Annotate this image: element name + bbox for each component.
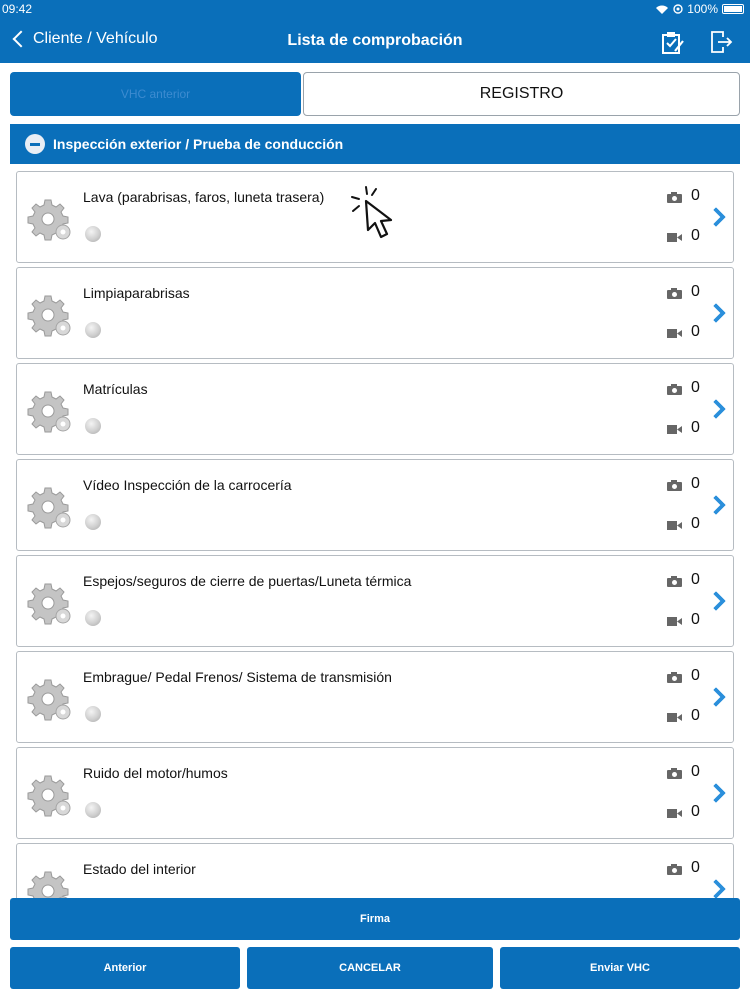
location-icon xyxy=(673,4,683,14)
video-count: 0 xyxy=(691,419,700,436)
gear-icon xyxy=(25,768,75,818)
item-title: Embrague/ Pedal Frenos/ Sistema de transmisión xyxy=(83,669,392,685)
video-count: 0 xyxy=(691,611,700,628)
photo-count: 0 xyxy=(691,667,700,684)
chevron-right-icon[interactable] xyxy=(706,687,726,707)
camera-icon xyxy=(667,864,682,875)
item-title: Matrículas xyxy=(83,381,148,397)
item-title: Estado del interior xyxy=(83,861,196,877)
section-title: Inspección exterior / Prueba de conducción xyxy=(53,136,344,152)
status-indicator[interactable] xyxy=(85,322,101,338)
photo-count: 0 xyxy=(691,187,700,204)
status-indicator[interactable] xyxy=(85,610,101,626)
item-title: Limpiaparabrisas xyxy=(83,285,190,301)
item-title: Ruido del motor/humos xyxy=(83,765,228,781)
video-camera-icon xyxy=(667,616,682,627)
chevron-right-icon[interactable] xyxy=(706,399,726,419)
video-camera-icon xyxy=(667,328,682,339)
anterior-button[interactable]: Anterior xyxy=(10,947,240,989)
back-button[interactable] xyxy=(12,30,158,48)
gear-icon xyxy=(25,192,75,242)
pointer-cursor-icon xyxy=(350,185,406,245)
gear-icon xyxy=(25,480,75,530)
status-indicators xyxy=(655,2,744,16)
list-item[interactable] xyxy=(16,363,734,455)
status-indicator[interactable] xyxy=(85,226,101,242)
item-title: Espejos/seguros de cierre de puertas/Luneta térmica xyxy=(83,573,412,589)
camera-icon xyxy=(667,672,682,683)
chevron-right-icon[interactable] xyxy=(706,207,726,227)
video-count: 0 xyxy=(691,707,700,724)
camera-icon xyxy=(667,384,682,395)
status-indicator[interactable] xyxy=(85,706,101,722)
video-camera-icon xyxy=(667,520,682,531)
list-item[interactable] xyxy=(16,747,734,839)
video-count: 0 xyxy=(691,227,700,244)
photo-count: 0 xyxy=(691,763,700,780)
video-camera-icon xyxy=(667,424,682,435)
chevron-right-icon[interactable] xyxy=(706,879,726,899)
video-count: 0 xyxy=(691,323,700,340)
photo-count: 0 xyxy=(691,379,700,396)
camera-icon xyxy=(667,192,682,203)
status-bar xyxy=(0,0,750,20)
clipboard-icon[interactable] xyxy=(659,29,685,55)
chevron-right-icon[interactable] xyxy=(706,591,726,611)
status-indicator[interactable] xyxy=(85,514,101,530)
minus-circle-icon[interactable] xyxy=(25,134,45,154)
chevron-right-icon[interactable] xyxy=(706,495,726,515)
page-title: Lista de comprobación xyxy=(287,32,463,49)
chevron-right-icon[interactable] xyxy=(706,303,726,323)
back-button-label: Cliente / Vehículo xyxy=(33,30,158,47)
registro-tab[interactable]: REGISTRO xyxy=(303,72,740,116)
video-camera-icon xyxy=(667,808,682,819)
video-camera-icon xyxy=(667,712,682,723)
gear-icon xyxy=(25,384,75,434)
navigation-bar xyxy=(0,20,750,63)
photo-count: 0 xyxy=(691,859,700,876)
video-count: 0 xyxy=(691,803,700,820)
chevron-right-icon[interactable] xyxy=(706,783,726,803)
cancelar-button[interactable]: CANCELAR xyxy=(247,947,493,989)
wifi-icon xyxy=(655,4,669,15)
list-item[interactable] xyxy=(16,555,734,647)
checklist xyxy=(0,165,750,879)
camera-icon xyxy=(667,480,682,491)
item-title: Vídeo Inspección de la carrocería xyxy=(83,477,292,493)
firma-button[interactable]: Firma xyxy=(10,898,740,940)
section-header[interactable] xyxy=(10,124,740,164)
photo-count: 0 xyxy=(691,283,700,300)
camera-icon xyxy=(667,576,682,587)
battery-icon xyxy=(722,4,744,14)
video-camera-icon xyxy=(667,232,682,243)
photo-count: 0 xyxy=(691,571,700,588)
status-time: 09:42 xyxy=(2,2,33,16)
back-chevron-icon xyxy=(13,31,30,48)
list-item[interactable] xyxy=(16,267,734,359)
enviar-vhc-button[interactable]: Enviar VHC xyxy=(500,947,740,989)
item-title: Lava (parabrisas, faros, luneta trasera) xyxy=(83,189,325,205)
photo-count: 0 xyxy=(691,475,700,492)
gear-icon xyxy=(25,672,75,722)
list-item[interactable] xyxy=(16,651,734,743)
previous-vhc-tab[interactable]: VHC anterior xyxy=(10,72,301,116)
logout-icon[interactable] xyxy=(708,29,734,55)
camera-icon xyxy=(667,288,682,299)
status-indicator[interactable] xyxy=(85,418,101,434)
camera-icon xyxy=(667,768,682,779)
status-indicator[interactable] xyxy=(85,802,101,818)
gear-icon xyxy=(25,576,75,626)
gear-icon xyxy=(25,288,75,338)
list-item[interactable] xyxy=(16,459,734,551)
battery-percent: 100% xyxy=(687,2,718,16)
video-count: 0 xyxy=(691,515,700,532)
